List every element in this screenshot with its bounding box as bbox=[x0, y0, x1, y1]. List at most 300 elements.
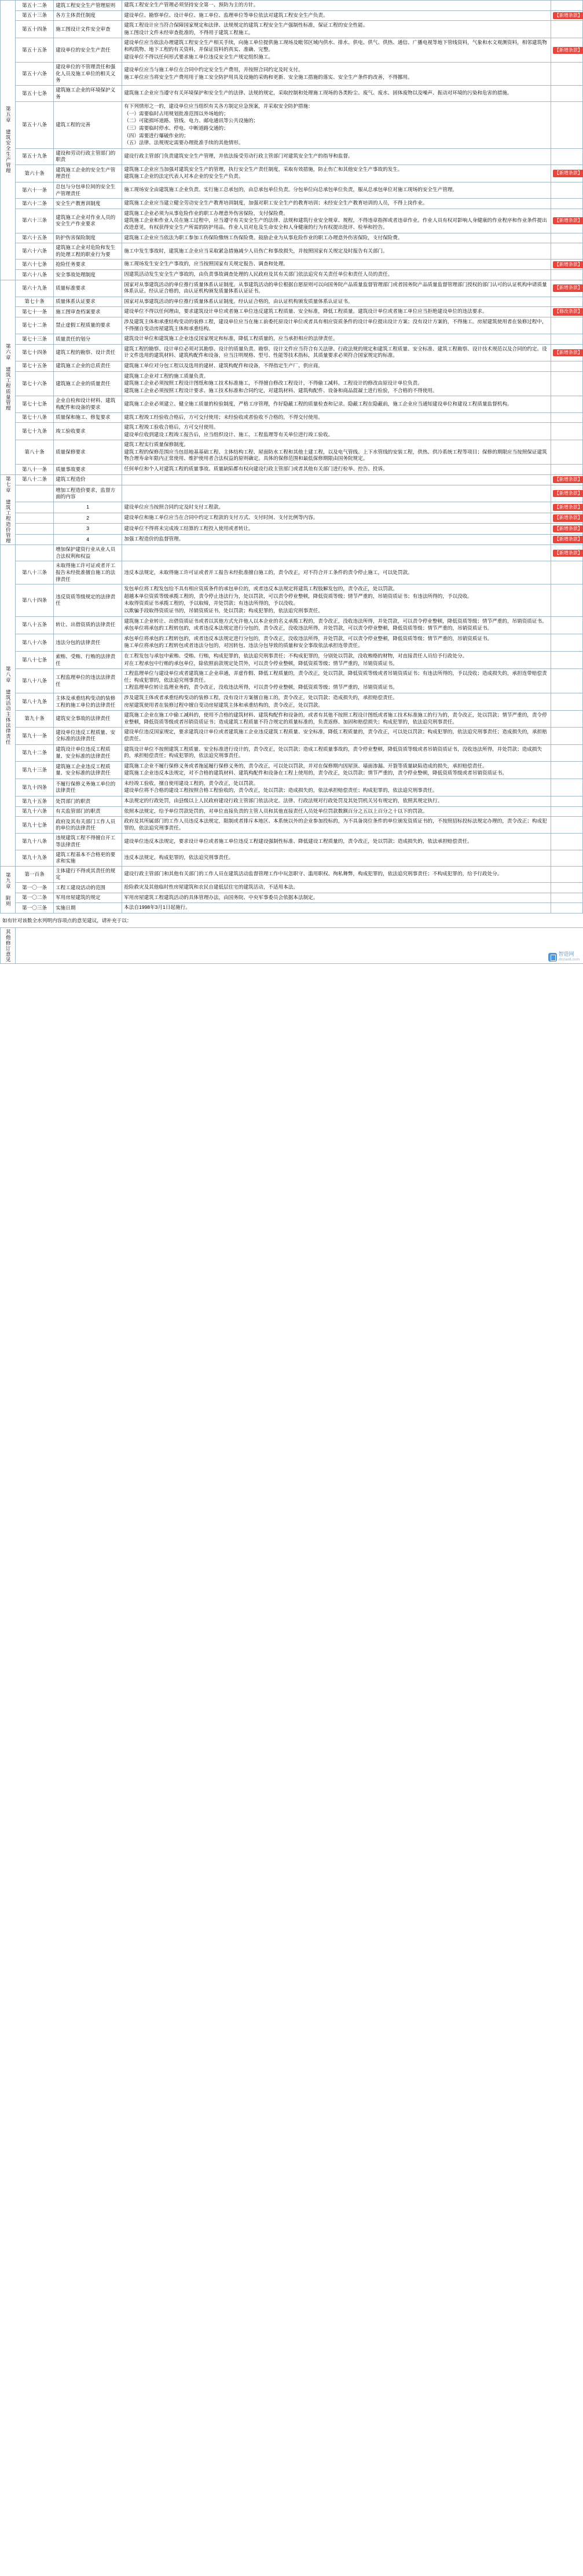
change-tag-cell bbox=[551, 903, 582, 914]
change-tag-cell bbox=[551, 616, 582, 634]
table-row bbox=[1, 423, 583, 440]
table-row bbox=[1, 361, 583, 371]
table-row bbox=[1, 260, 583, 270]
article-title-cell: 建筑设计单位违反工程质量、安全标准的法律责任 bbox=[54, 744, 122, 761]
status-badge: 【新增条款】 bbox=[553, 476, 583, 483]
article-number-cell: 第五十六条 bbox=[16, 63, 54, 86]
article-title-cell: 安全事故处理制度 bbox=[54, 270, 122, 280]
article-number-cell: 第一百条 bbox=[16, 866, 54, 882]
status-badge: 【新增条款】 bbox=[553, 550, 583, 557]
table-row bbox=[1, 669, 583, 693]
article-title-cell: 建设单位违反工程质量、安全标准的法律责任 bbox=[54, 728, 122, 744]
change-tag-cell bbox=[551, 396, 582, 412]
change-tag-cell bbox=[551, 102, 582, 149]
article-number-cell: 第五十五条 bbox=[16, 38, 54, 63]
article-number-cell: 第八十条 bbox=[16, 440, 54, 465]
table-row bbox=[1, 866, 583, 882]
article-title-cell: 各方主体责任制度 bbox=[54, 10, 122, 21]
article-paragraph: 建筑施工企业必须按照工程设计要求、施工技术标准和合同约定，对建筑材料、建筑构配件、设备和商品混凝土进行检验，不合格的不得使用。 bbox=[124, 387, 438, 393]
change-tag-cell bbox=[551, 21, 582, 38]
article-paragraph: 建设单位不得将未完成竣工结算的工程投入使用或者转让。 bbox=[124, 525, 254, 531]
table-row bbox=[1, 693, 583, 710]
article-text-cell bbox=[122, 165, 551, 182]
article-title-cell: 增加保护建资行业从业人员合法权利和权益 bbox=[54, 545, 122, 561]
change-tag-cell bbox=[551, 38, 582, 63]
other-revision-input-cell[interactable] bbox=[16, 927, 583, 964]
article-paragraph: 在工程发包与承包中索贿、受贿、行贿，构成犯罪的，依法追究刑事责任；不构成犯罪的，分别处以罚款，没收贿赂的财物，对直接责任人员给予行政处分。 bbox=[124, 652, 468, 659]
chapter-label-cell bbox=[1, 280, 16, 474]
article-title-cell: 施工图设计文件安全审查 bbox=[54, 21, 122, 38]
article-title-cell: 有关监管部门的职责 bbox=[54, 806, 122, 817]
article-number-cell: 第五十四条 bbox=[16, 21, 54, 38]
table-row bbox=[1, 334, 583, 345]
article-paragraph: 房屋建筑使用者在装修过程中擅自变动房屋建筑主体和承重结构的，责令改正，处以罚款。 bbox=[124, 701, 323, 708]
article-paragraph: 建设单位收到建设工程竣工报告后，应当组织设计、施工、工程监理等有关单位进行竣工验收。 bbox=[124, 431, 333, 437]
article-title-cell: 建设单位的不管理责任和强化人员及施工单位的相关义务 bbox=[54, 63, 122, 86]
article-paragraph: 超越本单位资质等级承揽工程的，责令停止违法行为，处以罚款，可以责令停业整顿，降低资质等级；情节严重的，吊销资质证书；有违法所得的，予以没收。 bbox=[124, 593, 472, 599]
article-number-cell: 第八十六条 bbox=[16, 634, 54, 651]
change-tag-cell bbox=[551, 465, 582, 475]
sub-item-number-cell: 1 bbox=[54, 502, 122, 513]
article-number-cell: 第六十条 bbox=[16, 165, 54, 182]
article-text-cell bbox=[122, 243, 551, 260]
article-number-cell: 第五十九条 bbox=[16, 148, 54, 165]
change-tag-cell bbox=[551, 297, 582, 307]
article-text-cell bbox=[122, 761, 551, 779]
change-tag-cell bbox=[551, 280, 582, 297]
article-paragraph: 发包单位将工程发包给不具有相应资质条件的承包单位的，或者违反本法规定将建筑工程肢解发包的，责令改正，处以罚款。 bbox=[124, 586, 398, 592]
change-tag-cell bbox=[551, 182, 582, 199]
article-text-cell bbox=[122, 361, 551, 371]
table-row bbox=[1, 561, 583, 584]
article-paragraph: 建筑工程的保修范围应当包括地基基础工程、主体结构工程、屋面防水工程和其他土建工程，以及电气管线、上下水管线的安装工程，供热、供冷系统工程等项目；保修的期限应当按照保证建筑物合理寿命年限内正常使用、维护使用者合法权益的原则确定。具体的保修范围和最低保修期限由国务院规定。 bbox=[124, 448, 547, 462]
article-text-cell bbox=[122, 883, 551, 893]
article-title-cell: 抢险任务要求 bbox=[54, 260, 122, 270]
article-number-cell bbox=[16, 524, 54, 534]
table-row bbox=[1, 371, 583, 396]
chapter-label-cell bbox=[1, 474, 16, 545]
table-row bbox=[1, 834, 583, 850]
article-paragraph: 本法自1998年3月1日起施行。 bbox=[124, 904, 190, 911]
status-badge: 【新增条款】 bbox=[553, 47, 583, 54]
article-paragraph: 施工单位将承包的工程转包或者违法分包的，对因转包、违法分包导致的质量和安全事故依法承担连带责任。 bbox=[124, 642, 363, 649]
article-text-cell bbox=[122, 796, 551, 807]
article-paragraph: （一）需要临时占用规划批准范围以外场地的； bbox=[124, 110, 229, 116]
article-paragraph: 建筑施工企业不履行保修义务或者拖延履行保修义务的，责令改正，可以处以罚款，并对在保修期内因屋顶、墙面渗漏、开裂等质量缺陷造成的损失，承担赔偿责任。 bbox=[124, 762, 487, 769]
chapter-label: 第八章 建筑活动主体法律责任 bbox=[5, 666, 12, 745]
article-paragraph: 施工图设计文件未经审查批准的，不得用于建筑工程施工。 bbox=[124, 29, 254, 35]
table-row bbox=[1, 502, 583, 513]
change-tag-cell bbox=[551, 165, 582, 182]
article-number-cell: 第一〇三条 bbox=[16, 903, 54, 914]
article-paragraph: 建筑施工企业必须建立、健全施工质量的检验制度，严格工序管理，作好隐蔽工程的质量检查和记录。隐蔽工程在隐蔽前，施工企业应当通知建设单位和建设工程质量监督机构。 bbox=[124, 400, 512, 407]
article-paragraph: 以欺骗手段取得资质证书的，吊销资质证书，处以罚款；构成犯罪的，依法追究刑事责任。 bbox=[124, 608, 323, 614]
article-paragraph: 建筑施工企业必须按照工程设计图纸和施工技术标准施工，不得擅自修改工程设计，不得偷工减料。工程设计的修改由原设计单位负责。 bbox=[124, 380, 423, 386]
table-row bbox=[1, 182, 583, 199]
article-paragraph: 建设单位应当与施工单位在合同中约定安全生产费用，并按照合同约定及时支付。 bbox=[124, 66, 303, 72]
article-number-cell: 第九十八条 bbox=[16, 834, 54, 850]
table-row bbox=[1, 102, 583, 149]
status-badge: 【新增条款】 bbox=[553, 217, 583, 224]
article-title-cell: 竣工验收要求 bbox=[54, 423, 122, 440]
article-text-cell bbox=[122, 260, 551, 270]
table-row bbox=[1, 1, 583, 11]
article-paragraph: 施工现场安全由建筑施工企业负责。实行施工总承包的，由总承包单位负责。分包单位向总承包单位负责，服从总承包单位对施工现场的安全生产管理。 bbox=[124, 187, 457, 193]
article-title-cell: 总包与分包单位间的安全生产管理责任 bbox=[54, 182, 122, 199]
change-tag-cell bbox=[551, 806, 582, 817]
article-title-cell: 转让、出借资质的法律责任 bbox=[54, 616, 122, 634]
table-row bbox=[1, 711, 583, 728]
change-tag-cell bbox=[551, 817, 582, 834]
article-text-cell bbox=[122, 728, 551, 744]
table-row bbox=[1, 728, 583, 744]
article-text-cell bbox=[122, 465, 551, 475]
chapter-label: 第六章 建筑工程质量管理 bbox=[5, 343, 12, 411]
article-number-cell: 第九十四条 bbox=[16, 779, 54, 796]
chapter-label: 第九章 附则 bbox=[5, 872, 12, 907]
article-title-cell: 建设和劳动行政主管部门的职责 bbox=[54, 148, 122, 165]
change-tag-cell bbox=[551, 440, 582, 465]
change-tag-cell bbox=[551, 513, 582, 523]
table-row bbox=[1, 165, 583, 182]
article-number-cell: 第六十六条 bbox=[16, 243, 54, 260]
article-text-cell bbox=[122, 297, 551, 307]
article-paragraph: 建筑施工企业应当建立健全劳动安全生产教育培训制度，加强对职工安全生产的教育培训；未经安全生产教育培训的人员，不得上岗作业。 bbox=[124, 200, 428, 206]
sub-item-number-cell: 4 bbox=[54, 534, 122, 545]
article-text-cell bbox=[122, 317, 551, 334]
article-title-cell: 建筑安全事故的法律责任 bbox=[54, 711, 122, 728]
article-text-cell bbox=[122, 423, 551, 440]
article-paragraph: 建设单位应当按照合同约定及时支付工程款。 bbox=[124, 503, 224, 510]
article-number-cell: 第七十一条 bbox=[16, 307, 54, 317]
status-badge: 【新增条款】 bbox=[553, 284, 583, 291]
change-tag-cell bbox=[551, 10, 582, 21]
article-title-cell: 政府及其有关部门工作人员的单位的法律责任 bbox=[54, 817, 122, 834]
article-number-cell bbox=[16, 534, 54, 545]
table-row bbox=[1, 317, 583, 334]
article-paragraph: 施工现场发生安全生产事故的，应当按照国家有关规定报告、调查和处理。 bbox=[124, 261, 288, 267]
article-number-cell: 第八十五条 bbox=[16, 616, 54, 634]
article-paragraph: 建设单位违反国家规定，要求建筑设计单位或者建筑施工企业违反建筑工程质量、安全标准，降低工程质量的，责令改正，可以处以罚款；构成犯罪的，依法追究刑事责任；造成损失的，承担赔偿责任。 bbox=[124, 729, 547, 741]
article-title-cell: 建设单位的安全生产责任 bbox=[54, 38, 122, 63]
table-row bbox=[1, 651, 583, 668]
other-revision-table bbox=[0, 927, 583, 964]
article-title-cell: 违法分包的法律责任 bbox=[54, 634, 122, 651]
change-tag-cell bbox=[551, 761, 582, 779]
article-number-cell: 第七十四条 bbox=[16, 344, 54, 361]
article-title-cell: 建筑工程的完善 bbox=[54, 102, 122, 149]
change-tag-cell bbox=[551, 711, 582, 728]
change-tag-cell bbox=[551, 524, 582, 534]
watermark bbox=[548, 952, 580, 962]
article-title-cell: 未取得施工许可证或者开工报告未经批准擅自施工的法律责任 bbox=[54, 561, 122, 584]
article-paragraph: 建筑施工企业的法定代表人对本企业的安全生产负责。 bbox=[124, 173, 244, 180]
article-text-cell bbox=[122, 584, 551, 616]
article-title-cell: 建筑工程的勘察、设计责任 bbox=[54, 344, 122, 361]
article-text-cell bbox=[122, 344, 551, 361]
article-number-cell: 第六十一条 bbox=[16, 182, 54, 199]
article-text-cell bbox=[122, 10, 551, 21]
article-paragraph: 建筑设计单位不按照建筑工程质量、安全标准进行设计的，责令改正，处以罚款；造成工程质量事故的，责令停业整顿，降低资质等级或者吊销资质证书，没收违法所得，并处罚款；造成损失的，承担赔偿责任；构成犯罪的，依法追究刑事责任。 bbox=[124, 746, 542, 759]
change-tag-cell bbox=[551, 634, 582, 651]
footnote-row bbox=[0, 914, 583, 927]
article-number-cell: 第九十七条 bbox=[16, 817, 54, 834]
change-tag-cell bbox=[551, 651, 582, 668]
change-tag-cell bbox=[551, 728, 582, 744]
article-text-cell bbox=[122, 63, 551, 86]
change-tag-cell bbox=[551, 796, 582, 807]
table-row bbox=[1, 412, 583, 423]
other-revision-label: 其他修订意见 bbox=[5, 929, 12, 963]
table-row bbox=[1, 440, 583, 465]
article-paragraph: 建筑施工企业应当遵守有关环境保护和安全生产的法律、法规的规定，采取控制和处理施工现场的各类粉尘、废气、废水、固体废物以及噪声、振动对环境的污染和危害的措施。 bbox=[124, 90, 512, 96]
article-text-cell bbox=[122, 485, 551, 502]
article-number-cell bbox=[16, 545, 54, 561]
article-paragraph: 建设单位不得以任何理由，要求建筑设计单位或者施工单位违反建筑工程质量、安全标准，降低工程质量。建筑设计单位或者施工单位应当拒绝建设单位的违法要求。 bbox=[124, 308, 487, 315]
article-number-cell: 第五十七条 bbox=[16, 85, 54, 101]
status-badge: 【新增条款】 bbox=[553, 170, 583, 177]
article-text-cell bbox=[122, 199, 551, 209]
article-title-cell: 质量体系认证要求 bbox=[54, 297, 122, 307]
article-paragraph: 未取得资质证书承揽工程的，予以取缔，并处罚款；有违法所得的，予以没收。 bbox=[124, 600, 298, 606]
article-title-cell: 建筑施工企业的总质责任 bbox=[54, 361, 122, 371]
change-tag-cell bbox=[551, 693, 582, 710]
article-number-cell: 第九十一条 bbox=[16, 728, 54, 744]
article-title-cell: 不履行保修义务施工单位的法律责任 bbox=[54, 779, 122, 796]
article-paragraph: 建筑施工企业和作业人员在施工过程中，应当遵守有关安全生产的法律、法规和建筑行业安全规章、规程，不得违章指挥或者违章作业。作业人员有权对影响人身健康的作业程序和作业条件提出改进意见，有权获得安全生产所需的防护用品。作业人员对危及生命安全和人身健康的行为有权提出批评、检举和控告。 bbox=[124, 217, 547, 231]
article-title-cell: 处罚部门的职责 bbox=[54, 796, 122, 807]
chapter-label-cell bbox=[1, 545, 16, 867]
sub-item-number-cell: 3 bbox=[54, 524, 122, 534]
table-row bbox=[1, 63, 583, 86]
change-tag-cell bbox=[551, 669, 582, 693]
article-paragraph: 建筑施工企业转让、出借资质证书或者以其他方式允许他人以本企业的名义承揽工程的，责令改正，没收违法所得，并处罚款，可以责令停业整顿，降低资质等级；情节严重的，吊销资质证书。 bbox=[124, 617, 547, 624]
article-text-cell bbox=[122, 850, 551, 866]
article-number-cell: 第六十三条 bbox=[16, 209, 54, 233]
change-tag-cell bbox=[551, 534, 582, 545]
change-tag-cell bbox=[551, 834, 582, 850]
article-paragraph: 建筑施工企业必须为从事危险作业的职工办理意外伤害保险，支付保险费。 bbox=[124, 210, 288, 216]
change-tag-cell bbox=[551, 584, 582, 616]
article-number-cell: 第八十一条 bbox=[16, 465, 54, 475]
article-number-cell: 第九十五条 bbox=[16, 796, 54, 807]
table-row bbox=[1, 199, 583, 209]
article-text-cell bbox=[122, 474, 551, 485]
article-title-cell: 禁止虚假工程质量的要求 bbox=[54, 317, 122, 334]
table-row bbox=[1, 817, 583, 834]
article-text-cell bbox=[122, 209, 551, 233]
article-text-cell bbox=[122, 651, 551, 668]
article-title-cell: 质量责任的划分 bbox=[54, 334, 122, 345]
change-tag-cell bbox=[551, 270, 582, 280]
table-row bbox=[1, 307, 583, 317]
table-row bbox=[1, 21, 583, 38]
article-text-cell bbox=[122, 270, 551, 280]
article-number-cell: 第七十八条 bbox=[16, 412, 54, 423]
status-badge: 【新增条款】 bbox=[553, 490, 583, 497]
change-tag-cell bbox=[551, 260, 582, 270]
article-text-cell bbox=[122, 616, 551, 634]
article-title-cell: 建筑施工企业对危险和发生的处理工程的职业行为要 bbox=[54, 243, 122, 260]
article-paragraph: 建筑施工企业违反本法规定，对不合格的建筑材料、建筑构配件和设备在工程上使用的，责令改正，处以罚款；情节严重的，责令停业整顿，降低资质等级或者吊销资质证书。 bbox=[124, 770, 507, 776]
article-text-cell bbox=[122, 693, 551, 710]
article-paragraph: 国家对从事建筑活动的单位推行质量体系认证制度。从事建筑活动的单位根据自愿原则可以向国务院产品质量监督管理部门或者国务院产品质量监督管理部门授权的部门认可的认证机构申请质量体系认证。经认证合格的，由认证机构颁发质量体系认证证书。 bbox=[124, 281, 547, 294]
article-paragraph: 抢险救灾及其他临时性房屋建筑和农民自建低层住宅的建筑活动，不适用本法。 bbox=[124, 884, 298, 890]
article-text-cell bbox=[122, 233, 551, 243]
article-paragraph: 因建筑活动发生安全生产事故的，由负责事故调查处理的人民政府及其有关部门依法追究有关责任单位和责任人员的责任。 bbox=[124, 271, 393, 277]
article-paragraph: （三）需要临时停水、停电、中断道路交通的； bbox=[124, 125, 229, 131]
change-tag-cell bbox=[551, 1, 582, 11]
article-paragraph: 建筑工程实行质量保修制度。 bbox=[124, 441, 189, 448]
article-number-cell: 第六十七条 bbox=[16, 260, 54, 270]
article-number-cell: 第九十条 bbox=[16, 711, 54, 728]
article-paragraph: 建筑施工单位对分包工程以及选用的建材、建筑构配件和设备，不得指定生产厂、供应商。 bbox=[124, 362, 323, 368]
article-title-cell: 建筑施工企业的质量责任 bbox=[54, 371, 122, 396]
article-title-cell: 建筑工程基本不合格更的要求和实施 bbox=[54, 850, 122, 866]
article-paragraph: 涉及建筑主体或者承重结构变动的装修工程，没有设计方案擅自施工的，责令改正，处以罚款；造成损失的，承担赔偿责任。 bbox=[124, 694, 398, 700]
chapter-label: 第五章 建筑安全生产管理 bbox=[5, 106, 12, 174]
table-row bbox=[1, 524, 583, 534]
article-paragraph: 建筑施工企业应当加强对建筑安全生产的管理，执行安全生产责任制度，采取有效措施，防止伤亡和其他安全生产事故的发生。 bbox=[124, 166, 403, 172]
article-paragraph: 建设单位将不合格的建设工程按照合格工程验收的，责令改正，处以罚款；造成损失的，依法承担赔偿责任；构成犯罪的，依法追究刑事责任。 bbox=[124, 787, 438, 794]
article-paragraph: 依照本法规定，给予单位罚款处罚的，对单位直接负责的主管人员和其他直接责任人员处单位罚款数额百分之五以上百分之十以下的罚款。 bbox=[124, 807, 428, 814]
article-title-cell: 主体及承重结构变动的装修工程的施工单位的法律责任 bbox=[54, 693, 122, 710]
article-title-cell: 增加工程造价要求，监督方面的内容 bbox=[54, 485, 122, 502]
table-row bbox=[1, 534, 583, 545]
change-tag-cell bbox=[551, 243, 582, 260]
article-paragraph: 建设单位应当依法办理建筑工程安全生产相关手续，向施工单位提供施工现场及毗邻区域内供水、排水、供电、供气、供热、通信、广播电视等地下管线资料，气象和水文观测资料，相邻建筑物和构筑物、地下工程的有关资料，并保证资料的真实、准确、完整。 bbox=[124, 39, 547, 52]
change-tag-cell bbox=[551, 344, 582, 361]
change-tag-cell bbox=[551, 545, 582, 561]
brand-logo-icon bbox=[548, 953, 557, 962]
article-number-cell: 第六十二条 bbox=[16, 199, 54, 209]
change-tag-cell bbox=[551, 63, 582, 86]
article-paragraph: 政府及其所属部门的工作人员违反本法规定，限制或者排斥本地区、本系统以外的企业参加投标的，为不具备岗位条件的单位颁发资质证书的，不按照招标投标法规定办理的，责令改正；构成犯罪的，依法追究刑事责任。 bbox=[124, 818, 547, 831]
article-paragraph: 建设单位不得以任何形式要求施工单位违反安全生产规定组织施工。 bbox=[124, 53, 274, 60]
article-text-cell bbox=[122, 85, 551, 101]
article-title-cell: 工程监理单位的违法法律责任 bbox=[54, 669, 122, 693]
table-row bbox=[1, 806, 583, 817]
article-text-cell bbox=[122, 561, 551, 584]
change-tag-cell bbox=[551, 502, 582, 513]
article-paragraph: 国家对从事建筑活动的单位推行质量体系认证制度。经认证合格的，由认证机构颁发质量体系认证证书。 bbox=[124, 298, 353, 304]
article-text-cell bbox=[122, 102, 551, 149]
table-row bbox=[1, 38, 583, 63]
article-title-cell: 企业自检和设计材料、建筑构配件和设备的要求 bbox=[54, 396, 122, 412]
table-row bbox=[1, 10, 583, 21]
watermark-subtitle: zhizao8.com bbox=[558, 957, 580, 962]
article-text-cell bbox=[122, 779, 551, 796]
article-text-cell bbox=[122, 744, 551, 761]
article-title-cell: 建筑施工企业违反工程质量、安全标准的法律责任 bbox=[54, 761, 122, 779]
article-text-cell bbox=[122, 893, 551, 903]
change-tag-cell bbox=[551, 199, 582, 209]
article-paragraph: 建设单位、勘察单位、设计单位、施工单位、监理单位等单位依法对建筑工程安全生产负责。 bbox=[124, 12, 328, 18]
change-tag-cell bbox=[551, 148, 582, 165]
table-row bbox=[1, 584, 583, 616]
article-paragraph: 工程监理单位与建设单位或者建筑施工企业串通，弄虚作假、降低工程质量的，责令改正，处以罚款，降低资质等级或者吊销资质证书；有违法所得的，予以没收；造成损失的，承担连带赔偿责任；构成犯罪的，依法追究刑事责任。 bbox=[124, 670, 547, 683]
change-tag-cell bbox=[551, 474, 582, 485]
article-text-cell bbox=[122, 21, 551, 38]
article-paragraph: 建筑设计单位和建筑施工企业违反国家规定和标准，降低工程质量的，应当承担相应的法律责任。 bbox=[124, 335, 338, 342]
article-text-cell bbox=[122, 634, 551, 651]
article-title-cell: 违规建筑工程不得擅自开工等法律责任 bbox=[54, 834, 122, 850]
article-text-cell bbox=[122, 334, 551, 345]
table-row bbox=[1, 893, 583, 903]
article-text-cell bbox=[122, 371, 551, 396]
article-number-cell: 第五十二条 bbox=[16, 1, 54, 11]
article-text-cell bbox=[122, 669, 551, 693]
article-number-cell: 第九十二条 bbox=[16, 744, 54, 761]
article-text-cell bbox=[122, 148, 551, 165]
change-tag-cell bbox=[551, 744, 582, 761]
article-paragraph: 建设单位和施工单位应当在合同中约定工程款的支付方式、支付时间、支付比例等内容。 bbox=[124, 514, 318, 521]
article-title-cell: 质量保修要求 bbox=[54, 440, 122, 465]
change-tag-cell bbox=[551, 561, 582, 584]
table-row bbox=[1, 396, 583, 412]
article-text-cell bbox=[122, 834, 551, 850]
article-title-cell: 建筑施工企业对作业人员的安全生产作业要求 bbox=[54, 209, 122, 233]
status-badge: 【新增条款】 bbox=[553, 349, 583, 356]
article-number-cell bbox=[16, 513, 54, 523]
status-badge: 【新增条款】 bbox=[553, 261, 583, 268]
article-number-cell: 第五十三条 bbox=[16, 10, 54, 21]
change-tag-cell bbox=[551, 485, 582, 502]
article-number-cell: 第七十二条 bbox=[16, 317, 54, 334]
article-title-cell: 质量标准要求 bbox=[54, 280, 122, 297]
table-row bbox=[1, 545, 583, 561]
article-text-cell bbox=[122, 513, 551, 523]
article-title-cell: 军用房屋建筑的规定 bbox=[54, 893, 122, 903]
article-paragraph: （四）需要进行爆破作业的； bbox=[124, 132, 189, 138]
article-paragraph: 违反本法规定，构成犯罪的，依法追究刑事责任。 bbox=[124, 854, 234, 860]
article-paragraph: 对在工程承包中行贿的承包单位，除依照前款规定处罚外，可以责令停业整顿，降低资质等级；情节严重的，吊销资质证书。 bbox=[124, 660, 398, 666]
article-text-cell bbox=[122, 1, 551, 11]
article-number-cell bbox=[16, 485, 54, 502]
article-paragraph: 有下列情形之一的，建设单位应当组织有关各方制定应急预案，并采取安全防护措施： bbox=[124, 103, 313, 109]
table-row bbox=[1, 903, 583, 914]
article-paragraph: 工程监理单位转让监理业务的，责令改正，没收违法所得，可以责令停业整顿，降低资质等级；情节严重的，吊销资质证书。 bbox=[124, 684, 398, 690]
article-title-cell: 工程工建设活动的范围 bbox=[54, 883, 122, 893]
article-title-cell: 建筑施工企业的安全生产管理责任 bbox=[54, 165, 122, 182]
chapter-label-cell bbox=[1, 866, 16, 913]
article-paragraph: 建筑工程设计应当符合保障国家规定和法律、法规规定的建筑工程安全生产强制性标准，保证工程的安全性能。 bbox=[124, 22, 368, 28]
table-row bbox=[1, 779, 583, 796]
table-row bbox=[1, 474, 583, 485]
table-row bbox=[1, 850, 583, 866]
article-text-cell bbox=[122, 806, 551, 817]
status-badge: 【新增条款】 bbox=[553, 514, 583, 521]
change-tag-cell bbox=[551, 866, 582, 882]
article-paragraph: 加强工程造价的监督管理。 bbox=[124, 536, 184, 542]
table-row bbox=[1, 344, 583, 361]
article-text-cell bbox=[122, 38, 551, 63]
article-number-cell bbox=[16, 502, 54, 513]
table-row bbox=[1, 280, 583, 297]
article-title-cell: 违反资质等级规定的法律责任 bbox=[54, 584, 122, 616]
article-number-cell: 第六十五条 bbox=[16, 233, 54, 243]
article-title-cell: 建筑工程造价 bbox=[54, 474, 122, 485]
article-number-cell: 第八十三条 bbox=[16, 561, 54, 584]
article-text-cell bbox=[122, 711, 551, 728]
table-row bbox=[1, 85, 583, 101]
status-badge: 【新增条款】 bbox=[553, 525, 583, 532]
table-row bbox=[1, 148, 583, 165]
table-body bbox=[1, 1, 583, 914]
article-number-cell: 第一〇一条 bbox=[16, 883, 54, 893]
chapter-label-cell bbox=[1, 1, 16, 280]
article-number-cell: 第八十四条 bbox=[16, 584, 54, 616]
